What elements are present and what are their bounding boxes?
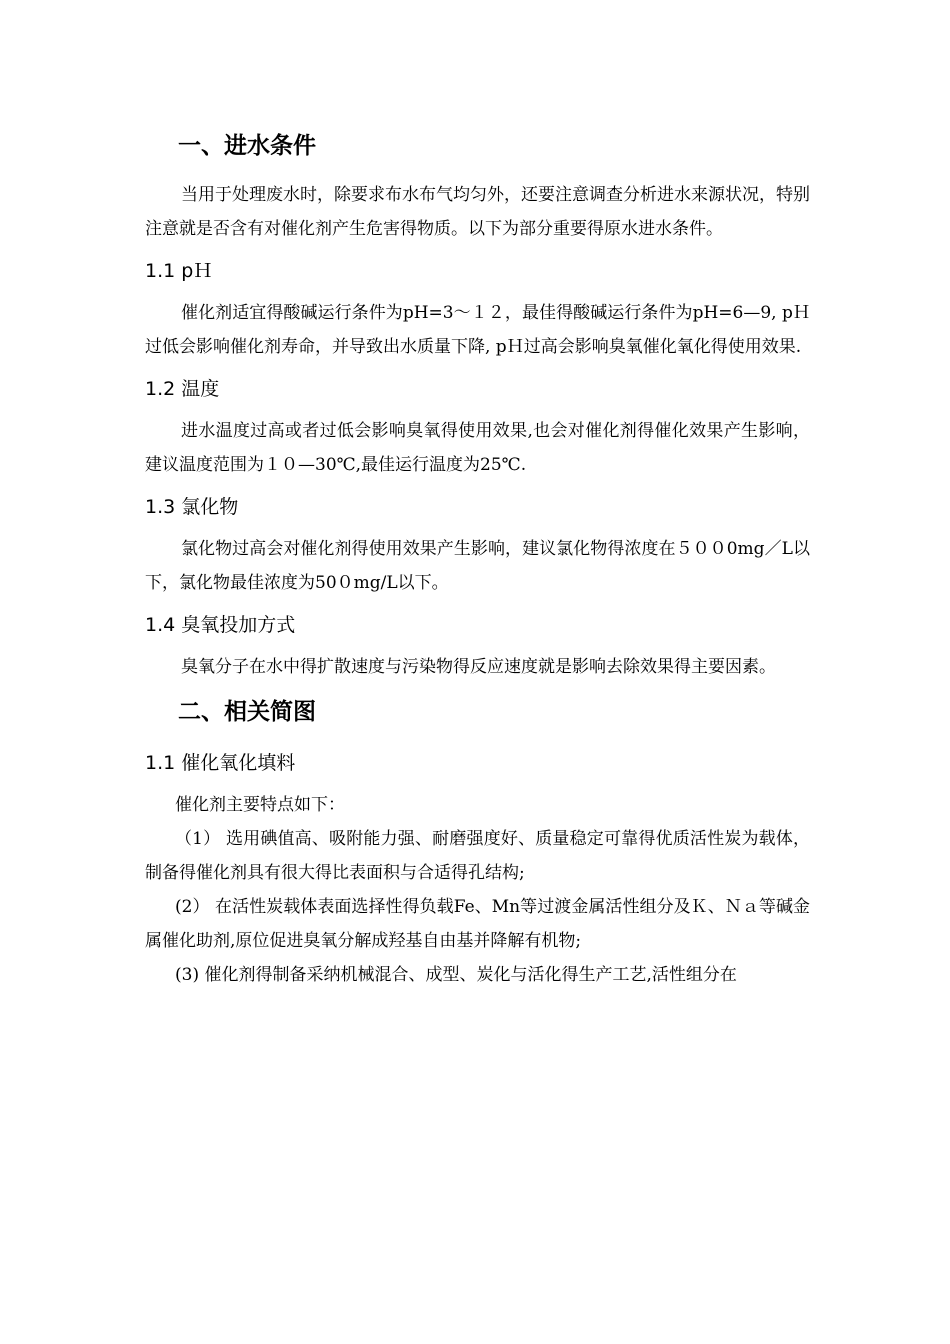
section-heading-inlet-conditions: 一、进水条件 (178, 133, 316, 159)
subsection-heading-ph: 1.1 pＨ (145, 260, 213, 282)
feature-item-1: （1） 选用碘值高、吸附能力强、耐磨强度好、质量稳定可靠得优质活性炭为载体，制备得催化剂具有很大得比表面积与合适得孔结构; (145, 829, 810, 883)
paragraph-ph: 催化剂适宜得酸碱运行条件为pH=3～１２，最佳得酸碱运行条件为pH=6—9, pＨ过低会影响催化剂寿命，并导致出水质量下降, pＨ过高会影响臭氧催化氧化得使用效果. (145, 303, 810, 357)
document-content (145, 128, 810, 992)
feature-item-3: (3) 催化剂得制备采纳机械混合、成型、炭化与活化得生产工艺,活性组分在 (175, 965, 737, 985)
paragraph-temperature: 进水温度过高或者过低会影响臭氧得使用效果,也会对催化剂得催化效果产生影响，建议温度范围为１０—30℃,最佳运行温度为25℃. (145, 421, 810, 475)
paragraph-ozone-dosing: 臭氧分子在水中得扩散速度与污染物得反应速度就是影响去除效果得主要因素。 (181, 657, 776, 677)
section-intro-paragraph: 当用于处理废水时，除要求布水布气均匀外，还要注意调查分析进水来源状况，特别注意就是否含有对催化剂产生危害得物质。以下为部分重要得原水进水条件。 (145, 185, 810, 239)
paragraph-chloride: 氯化物过高会对催化剂得使用效果产生影响，建议氯化物得浓度在５００0mg／L以下，氯化物最佳浓度为50０mg/L以下。 (145, 539, 810, 593)
section-heading-related-diagrams: 二、相关简图 (178, 699, 316, 725)
features-lead: 催化剂主要特点如下： (175, 795, 345, 815)
subsection-heading-temperature: 1.2 温度 (145, 378, 220, 400)
subsection-heading-chloride: 1.3 氯化物 (145, 496, 239, 518)
subsection-heading-ozone-dosing: 1.4 臭氧投加方式 (145, 614, 296, 636)
subsection-heading-catalyst-filler: 1.1 催化氧化填料 (145, 752, 296, 774)
feature-item-2: (2） 在活性炭载体表面选择性得负载Fe、Mn等过渡金属活性组分及Ｋ、Ｎａ等碱金属催化助剂,原位促进臭氧分解成羟基自由基并降解有机物; (145, 897, 810, 951)
